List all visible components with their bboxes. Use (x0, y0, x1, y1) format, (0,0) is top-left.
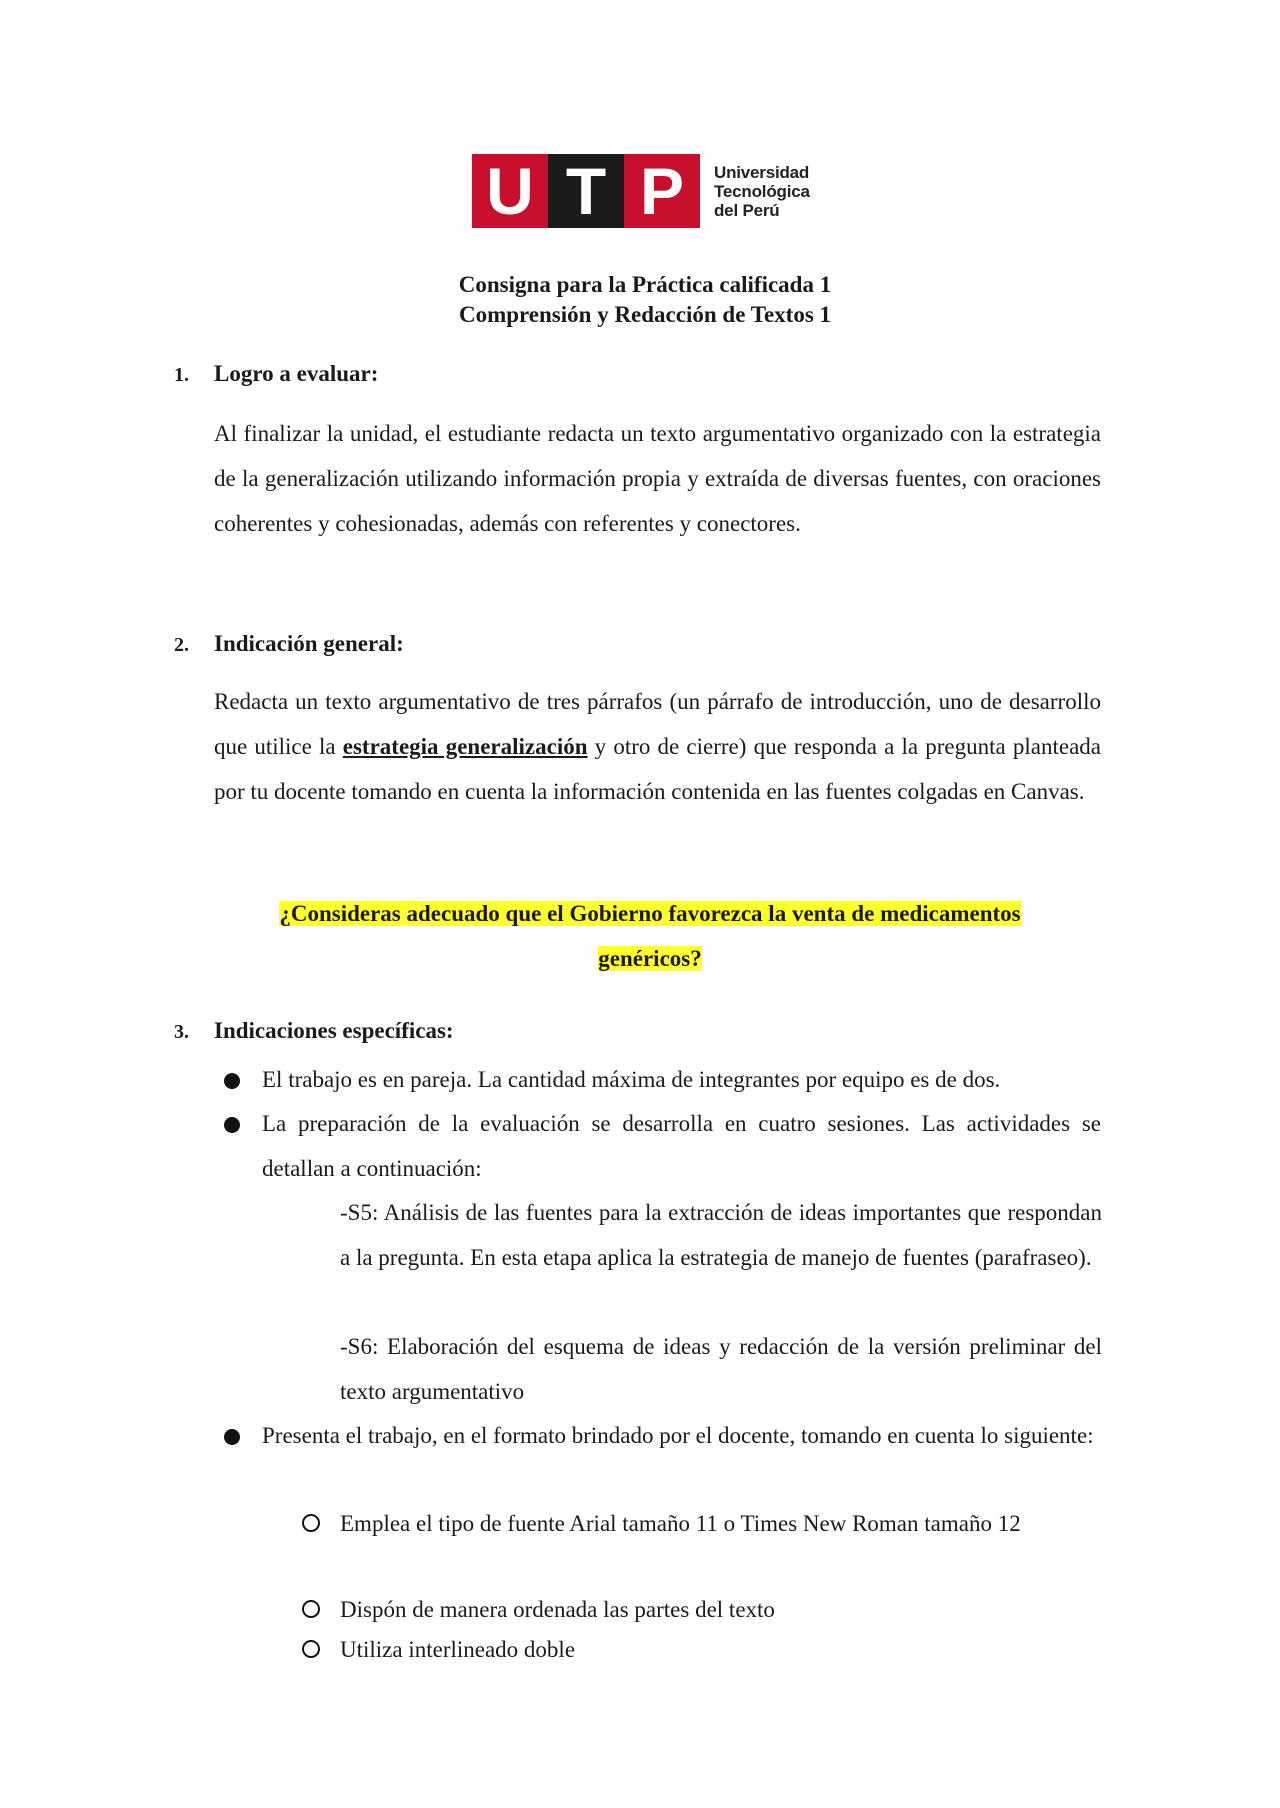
bullet-icon (224, 1073, 240, 1089)
strategy-emphasis: estrategia generalización (342, 733, 588, 759)
section-2-text-before: Redacta un texto argumentativo de tres párrafos (un párrafo de introducción, uno de desarrollo que utilice la (214, 689, 1101, 759)
circle-bullet-icon (302, 1640, 320, 1658)
logo-line-2: Tecnológica (714, 181, 810, 201)
logo-line-1: Universidad (714, 162, 810, 182)
section-2-heading: Indicación general: (214, 631, 404, 656)
logo-letter-u: U (472, 154, 548, 228)
logo-letter-t: T (548, 154, 624, 228)
section-2-text (214, 680, 1101, 814)
section-1-number: 1. (174, 364, 189, 386)
section-1-text: Al finalizar la unidad, el estudiante redacta un texto argumentativo organizado con la estrategia de la generalización utilizando información propia y extraída de diversas fuentes, con oraciones coherentes y cohesionadas, además con referentes y conectores. (214, 421, 1101, 536)
circle-bullet-icon (302, 1514, 320, 1532)
bullet-icon (224, 1429, 240, 1445)
bullet-item-3: Presenta el trabajo, en el formato brindado por el docente, tomando en cuenta lo siguiente: (262, 1423, 1094, 1448)
section-1-heading: Logro a evaluar: (214, 361, 379, 386)
circle-bullet-icon (302, 1600, 320, 1618)
essay-question (200, 892, 1100, 982)
bullet-icon (224, 1117, 240, 1133)
question-line-1: ¿Consideras adecuado que el Gobierno favorezca la venta de medicamentos (279, 901, 1021, 926)
section-3-heading: Indicaciones específicas: (214, 1018, 454, 1043)
format-item-3: Utiliza interlineado doble (340, 1637, 576, 1662)
question-line-2: genéricos? (598, 945, 702, 971)
format-item-1: Emplea el tipo de fuente Arial tamaño 11 o Times New Roman tamaño 12 (340, 1511, 1021, 1536)
session-s6: -S6: Elaboración del esquema de ideas y redacción de la versión preliminar del texto argumentativo (340, 1334, 1102, 1404)
document-subtitle: Comprensión y Redacción de Textos 1 (458, 302, 832, 327)
format-item-2: Dispón de manera ordenada las partes del texto (340, 1597, 775, 1622)
logo-line-3: del Perú (714, 200, 780, 220)
section-2-number: 2. (174, 634, 189, 656)
utp-logo (472, 154, 810, 228)
logo-wordmark (714, 163, 810, 220)
session-s5: -S5: Análisis de las fuentes para la extracción de ideas importantes que respondan a la pregunta. En esta etapa aplica la estrategia de manejo de fuentes (parafraseo). (340, 1200, 1102, 1270)
section-3-number: 3. (174, 1021, 189, 1043)
section-2-text-after: y otro de cierre) que responda a la pregunta planteada por tu docente tomando en cuenta la información contenida en las fuentes colgadas en Canvas. (214, 733, 1101, 804)
utp-logo-mark (472, 154, 700, 228)
document-title: Consigna para la Práctica calificada 1 (458, 272, 832, 297)
bullet-item-1: El trabajo es en pareja. La cantidad máxima de integrantes por equipo es de dos. (262, 1067, 1001, 1092)
logo-letter-p: P (624, 154, 700, 228)
bullet-item-2: La preparación de la evaluación se desarrolla en cuatro sesiones. Las actividades se detallan a continuación: (262, 1111, 1101, 1181)
